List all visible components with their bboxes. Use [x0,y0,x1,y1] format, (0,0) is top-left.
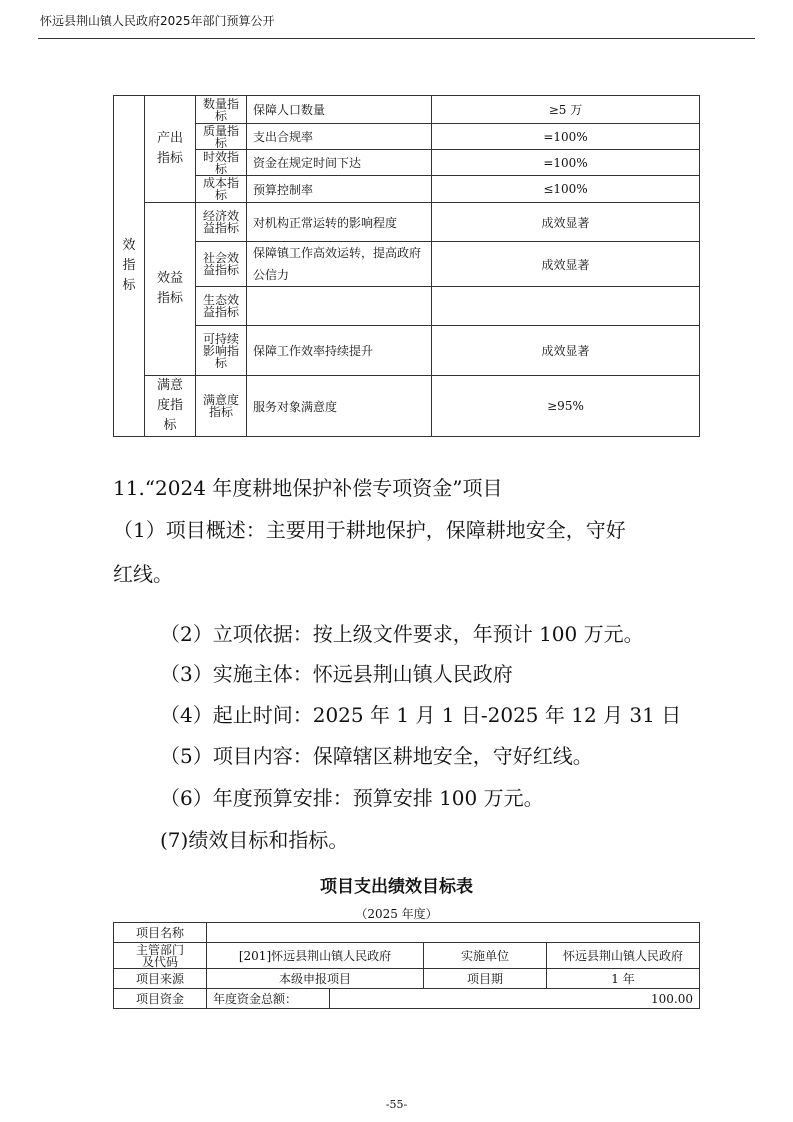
paragraph-5: （5）项目内容：保障辖区耕地安全，守好红线。 [160,744,593,768]
output-group: 产出指标 [145,96,196,203]
satisfaction-group: 满意度指标 [145,376,196,437]
section-heading: 11.“2024 年度耕地保护补偿专项资金”项目 [113,476,503,500]
indicator-item: 对机构正常运转的影响程度 [247,203,432,242]
project-name-label: 项目名称 [114,923,207,943]
sub-indicator: 数量指标 [196,96,247,124]
sub-indicator: 生态效益指标 [196,287,247,326]
table-year: （2025 年度） [355,907,438,921]
indicator-value: ≥95% [432,376,700,437]
sub-indicator: 质量指标 [196,124,247,150]
indicator-item: 资金在规定时间下达 [247,150,432,176]
indicator-value: ≥5 万 [432,96,700,124]
impl-label: 实施单位 [424,943,547,969]
paragraph-4: （4）起止时间：2025 年 1 月 1 日-2025 年 12 月 31 日 [160,703,682,727]
paragraph-1b: 红线。 [113,562,173,586]
fund-label: 项目资金 [114,989,207,1009]
benefit-group: 效益指标 [145,203,196,376]
indicator-col1: 效指标 [114,96,145,437]
indicator-value [432,287,700,326]
indicator-item: 保障人口数量 [247,96,432,124]
page-number: -55- [385,1098,408,1111]
source-value: 本级申报项目 [207,969,424,989]
paragraph-3: （3）实施主体：怀远县荆山镇人民政府 [160,662,513,686]
sub-indicator: 满意度指标 [196,376,247,437]
indicator-item: 预算控制率 [247,176,432,203]
fund-sub-label: 年度资金总额： [207,989,330,1009]
paragraph-1a: （1）项目概述：主要用于耕地保护，保障耕地安全，守好 [113,518,626,542]
header-divider [38,38,755,39]
paragraph-6: （6）年度预算安排：预算安排 100 万元。 [160,786,544,810]
indicator-item: 服务对象满意度 [247,376,432,437]
indicator-value: 成效显著 [432,326,700,376]
indicator-table [113,95,700,437]
sub-indicator: 可持续影响指标 [196,326,247,376]
fund-value: 100.00 [330,989,700,1009]
page-header: 怀远县荆山镇人民政府2025年部门预算公开 [40,14,275,28]
table-caption: 项目支出绩效目标表 [320,877,473,897]
indicator-item [247,287,432,326]
sub-indicator: 时效指标 [196,150,247,176]
indicator-value: 成效显著 [432,242,700,287]
period-value: 1 年 [547,969,700,989]
indicator-item: 保障镇工作高效运转，提高政府公信力 [247,242,432,287]
indicator-value: =100% [432,124,700,150]
period-label: 项目期 [424,969,547,989]
project-table [113,922,700,1009]
indicator-item: 保障工作效率持续提升 [247,326,432,376]
dept-value: [201]怀远县荆山镇人民政府 [207,943,424,969]
indicator-value: =100% [432,150,700,176]
sub-indicator: 成本指标 [196,176,247,203]
dept-label: 主管部门及代码 [114,943,207,969]
indicator-value: ≤100% [432,176,700,203]
paragraph-2: （2）立项依据：按上级文件要求，年预计 100 万元。 [160,622,644,646]
impl-value: 怀远县荆山镇人民政府 [547,943,700,969]
sub-indicator: 社会效益指标 [196,242,247,287]
paragraph-7: (7)绩效目标和指标。 [160,828,349,852]
indicator-value: 成效显著 [432,203,700,242]
source-label: 项目来源 [114,969,207,989]
sub-indicator: 经济效益指标 [196,203,247,242]
project-name-value [207,923,700,943]
indicator-item: 支出合规率 [247,124,432,150]
